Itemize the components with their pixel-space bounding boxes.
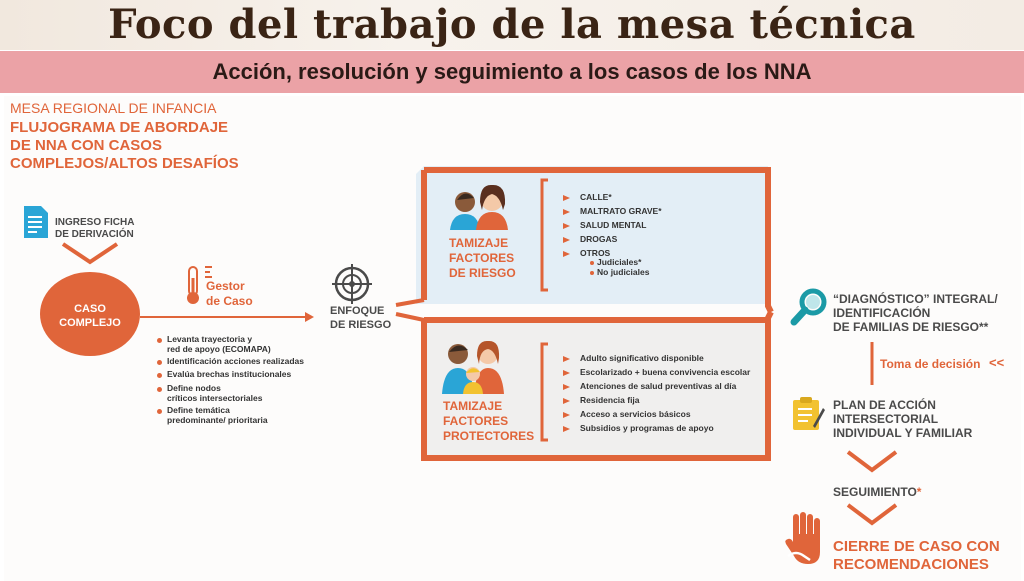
thermometer-scale	[205, 266, 212, 278]
task-line-4: Evalúa brechas institucionales	[167, 369, 292, 379]
protective-label-line-3: PROTECTORES	[443, 429, 535, 443]
org-name: MESA REGIONAL DE INFANCIA	[10, 100, 217, 116]
children-icon	[448, 184, 512, 230]
manager-label-line-1: Gestor	[206, 279, 245, 293]
protective-item: Subsidios y programas de apoyo	[580, 423, 714, 433]
risk-item: DROGAS	[580, 234, 618, 244]
protective-item: Acceso a servicios básicos	[580, 409, 691, 419]
risk-item: CALLE*	[580, 192, 612, 202]
protective-item: Atenciones de salud preventivas al día	[580, 381, 737, 391]
arrow-icon	[563, 251, 570, 257]
manager-label-line-2: de Caso	[206, 294, 253, 308]
plan-line-2: INTERSECTORIAL	[833, 412, 939, 426]
bullet-dot	[157, 387, 162, 392]
task-line-3: Identificación acciones realizadas	[167, 356, 305, 366]
task-line-5: Define nodos	[167, 383, 221, 393]
bullet-dot	[157, 373, 162, 378]
protective-item: Residencia fija	[580, 395, 640, 405]
task-line-1: Levanta trayectoria y	[167, 334, 253, 344]
protective-item: Escolarizado + buena convivencia escolar	[580, 367, 751, 377]
task-line-8: predominante/ prioritaria	[167, 415, 268, 425]
arrow-icon	[563, 195, 570, 201]
closure-line-2: RECOMENDACIONES	[833, 556, 989, 573]
decision-label: Toma de decisión	[880, 357, 981, 371]
arrow-icon	[563, 412, 570, 418]
search-icon	[790, 287, 830, 327]
plan-line-3: INDIVIDUAL Y FAMILIAR	[833, 426, 973, 440]
intake-label-line-1: INGRESO FICHA	[55, 217, 135, 228]
decision-mark: <<	[989, 355, 1005, 370]
followup-label	[833, 483, 921, 501]
clipboard-icon	[791, 396, 825, 432]
flow-title-line-3: COMPLEJOS/ALTOS DESAFÍOS	[10, 155, 239, 172]
risk-subitem: Judiciales*	[597, 257, 642, 267]
bullet-dot	[157, 409, 162, 414]
bullet-dot	[590, 271, 594, 275]
protective-label-line-1: TAMIZAJE	[443, 399, 503, 413]
arrow-icon	[563, 209, 570, 215]
flow-title-line-2: DE NNA CON CASOS	[10, 137, 162, 154]
intake-chevron	[63, 244, 117, 262]
arrow-icon	[563, 370, 570, 376]
risk-item: SALUD MENTAL	[580, 220, 647, 230]
task-line-6: críticos intersectoriales	[167, 393, 263, 403]
diagnosis-line-2: IDENTIFICACIÓN	[833, 306, 931, 320]
hand-icon	[784, 512, 826, 572]
thermometer-icon	[184, 266, 202, 306]
bullet-dot	[157, 360, 162, 365]
protective-item: Adulto significativo disponible	[580, 353, 704, 363]
task-line-2: red de apoyo (ECOMAPA)	[167, 344, 271, 354]
task-line-7: Define temática	[167, 405, 230, 415]
flow-title-line-1: FLUJOGRAMA DE ABORDAJE	[10, 119, 229, 136]
followup-chevron	[848, 505, 896, 523]
risk-subitem: No judiciales	[597, 267, 650, 277]
arrow-icon	[563, 426, 570, 432]
bullet-dot	[590, 261, 594, 265]
arrow-icon	[563, 237, 570, 243]
case-label-line-1: CASO	[74, 303, 106, 315]
risk-label-line-3: DE RIESGO	[449, 266, 516, 280]
intake-label-line-2: DE DERIVACIÓN	[55, 229, 134, 240]
protective-label-line-2: FACTORES	[443, 414, 509, 428]
case-label-line-2: COMPLEJO	[59, 317, 121, 329]
focus-label-line-1: ENFOQUE	[330, 305, 385, 317]
focus-label-line-2: DE RIESGO	[330, 319, 392, 331]
arrow-icon	[563, 384, 570, 390]
risk-item: OTROS	[580, 248, 611, 258]
diagnosis-line-1: “DIAGNÓSTICO” INTEGRAL/	[833, 292, 998, 306]
document-icon	[24, 206, 48, 238]
risk-label-line-2: FACTORES	[449, 251, 515, 265]
risk-label-line-1: TAMIZAJE	[449, 236, 509, 250]
followup-mark: *	[916, 485, 922, 499]
page-title: Foco del trabajo de la mesa técnica	[108, 1, 916, 48]
plan-line-1: PLAN DE ACCIÓN	[833, 398, 936, 412]
closure-line-1: CIERRE DE CASO CON	[833, 538, 1000, 555]
followup-text: SEGUIMIENTO	[833, 485, 917, 499]
risk-item: MALTRATO GRAVE*	[580, 206, 662, 216]
arrow-icon	[563, 223, 570, 229]
family-icon	[442, 340, 508, 394]
bullet-dot	[157, 338, 162, 343]
page-subtitle: Acción, resolución y seguimiento a los casos de los NNA	[212, 59, 812, 84]
plan-chevron	[848, 452, 896, 470]
arrow-icon	[563, 398, 570, 404]
arrow-icon	[563, 356, 570, 362]
diagnosis-line-3: DE FAMILIAS DE RIESGO**	[833, 320, 989, 334]
target-icon	[332, 264, 372, 304]
